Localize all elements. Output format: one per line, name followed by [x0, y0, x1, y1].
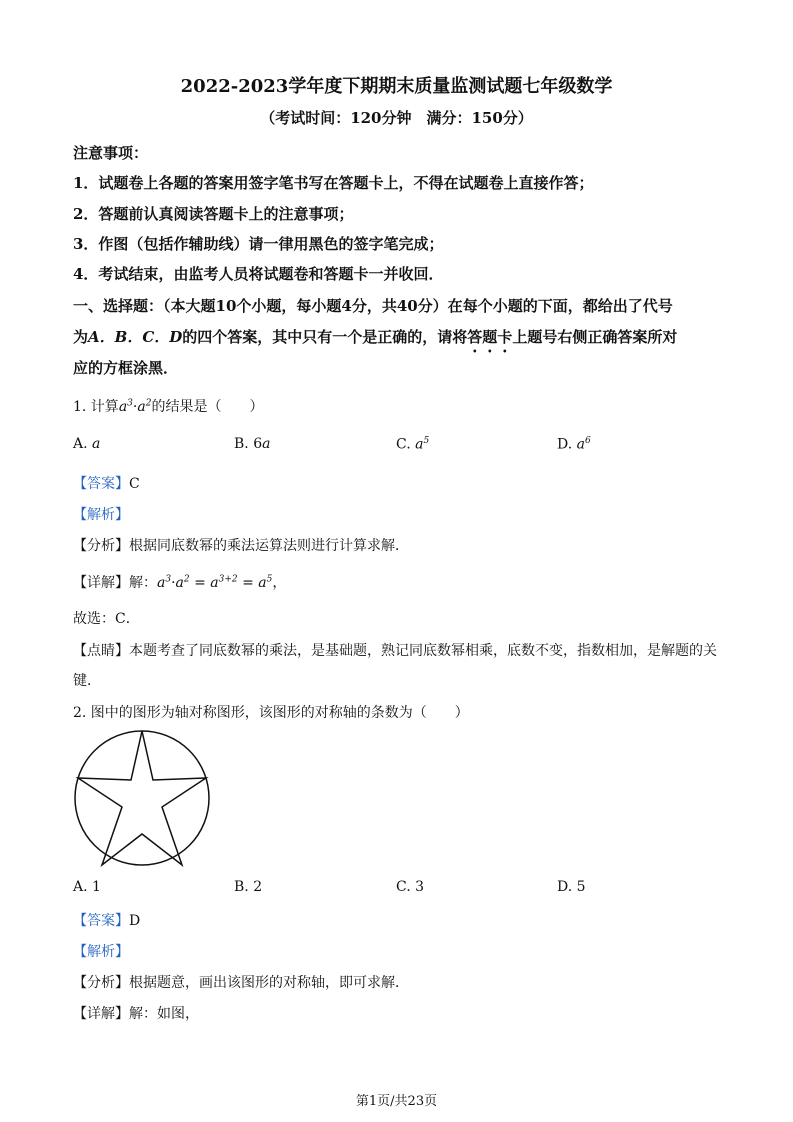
q2-option-b [234, 879, 262, 895]
option-label: C. [396, 879, 411, 895]
q2-xiangjie [73, 1003, 199, 1023]
q2-analysis-tag [73, 941, 129, 961]
q1-option-b [234, 436, 270, 452]
page-number: 第1页/共23页 [355, 1094, 438, 1109]
option-value: 2 [253, 879, 263, 895]
q1-prefix: 1. 计算 [73, 399, 119, 415]
analysis-tag: 【解析】 [73, 507, 129, 523]
section1-line1: 一、选择题：（本大题10个小题，每小题4分，共40分）在每个小题的下面，都给出了代号 [73, 297, 673, 315]
answer-value: C [129, 476, 140, 492]
figure-star [78, 731, 206, 865]
q1-stem [73, 396, 263, 416]
q2-option-c [396, 879, 424, 895]
math-exp: 3 [165, 574, 172, 585]
page-title: 2022-2023学年度下期期末质量监测试题七年级数学 [180, 76, 613, 97]
q1-dot: · [132, 399, 138, 415]
notice-item-2: 2．答题前认真阅读答题卡上的注意事项； [73, 205, 354, 223]
q2-option-d [557, 879, 586, 895]
section1-line2 [73, 326, 677, 356]
section1-option-letters: A．B．C．D [88, 328, 183, 346]
fenxi-tag: 【分析】 [73, 975, 129, 991]
option-base: a [262, 436, 271, 452]
fenxi-tag: 【分析】 [73, 538, 129, 554]
analysis-tag: 【解析】 [73, 944, 129, 960]
option-base: a [415, 436, 424, 453]
q1-analysis-tag [73, 504, 129, 524]
option-label: A. [73, 879, 88, 895]
q2-stem: 2. 图中的图形为轴对称图形，该图形的对称轴的条数为（ ） [73, 705, 469, 721]
notice-item-4: 4．考试结束，由监考人员将试题卷和答题卡一并收回． [73, 265, 444, 283]
dianjing-text: 本题考查了同底数幂的乘法，是基础题，熟记同底数幂相乘，底数不变，指数相加，是解题的关 [129, 643, 717, 659]
q2-answer [73, 910, 140, 930]
option-base: a [576, 436, 585, 453]
q1-guxuan: 故选：C． [73, 611, 140, 627]
option-exp: 6 [585, 436, 591, 446]
section1-line3: 应的方框涂黑． [73, 359, 179, 377]
xiangjie-text: 解：如图， [129, 1006, 199, 1022]
xiangjie-tag: 【详解】 [73, 575, 129, 591]
option-value: 3 [415, 879, 425, 895]
math-exp: 2 [183, 574, 190, 585]
q1-exp: 2 [145, 398, 152, 409]
answer-tag: 【答案】 [73, 913, 129, 929]
math-exp: 5 [266, 574, 273, 585]
option-label: A. [73, 436, 88, 452]
option-label: D. [557, 436, 573, 453]
math-base: a [157, 575, 166, 591]
q1-base: a [137, 399, 146, 415]
fenxi-text: 根据同底数幂的乘法运算法则进行计算求解． [129, 538, 409, 554]
answer-tag: 【答案】 [73, 476, 129, 492]
answer-value: D [129, 913, 141, 929]
option-value: 5 [576, 879, 586, 895]
q1-answer [73, 473, 140, 493]
fenxi-text: 根据题意，画出该图形的对称轴，即可求解． [129, 975, 409, 991]
q1-base: a [118, 399, 128, 415]
q1-xiangjie: 【详解】解：$a^3\cdot a^2 = a^{3+2} = a^5$， [73, 574, 287, 591]
section1-line2-pre: 为 [73, 328, 89, 346]
option-coef: 6 [253, 436, 263, 452]
option-label: D. [557, 879, 573, 895]
q1-dianjing [73, 640, 717, 660]
q2-option-a [73, 879, 101, 895]
dianjing-tag: 【点睛】 [73, 643, 129, 659]
q2-fenxi [73, 972, 409, 992]
q1-option-a [73, 436, 100, 452]
option-value: 1 [92, 879, 101, 895]
notice-item-1: 1．试题卷上各题的答案用签字笔书写在答题卡上，不得在试题卷上直接作答； [73, 174, 594, 192]
q1-suffix: 的结果是（ ） [151, 399, 264, 415]
q1-dianjing-cont: 键． [73, 673, 101, 689]
math-base: a [210, 575, 219, 591]
notice-heading: 注意事项： [73, 144, 149, 162]
math-base: a [175, 575, 184, 591]
q1-fenxi [73, 535, 409, 555]
q1-exp: 3 [127, 398, 133, 409]
xiangjie-pre: 解： [129, 575, 157, 591]
option-exp: 5 [423, 436, 430, 446]
q1-option-d [557, 436, 591, 453]
star-in-circle-figure [72, 728, 212, 868]
section1-emphasis: 答题卡 [467, 328, 513, 346]
q1-option-c [396, 436, 429, 453]
exam-info: （考试时间：120分钟 满分：150分） [260, 109, 533, 127]
math-exp: 3+2 [218, 574, 238, 585]
option-label: B. [234, 436, 249, 452]
section1-line2-mid: 的四个答案，其中只有一个是正确的，请将 [182, 328, 468, 346]
xiangjie-tag: 【详解】 [73, 1006, 129, 1022]
section1-line2-post: 上题号右侧正确答案所对 [512, 328, 678, 346]
figure-circle [75, 731, 209, 865]
math-base: a [258, 575, 267, 591]
notice-item-3: 3．作图（包括作辅助线）请一律用黑色的签字笔完成； [73, 235, 444, 253]
option-label: B. [234, 879, 249, 895]
option-base: a [92, 436, 101, 452]
option-label: C. [396, 436, 411, 453]
